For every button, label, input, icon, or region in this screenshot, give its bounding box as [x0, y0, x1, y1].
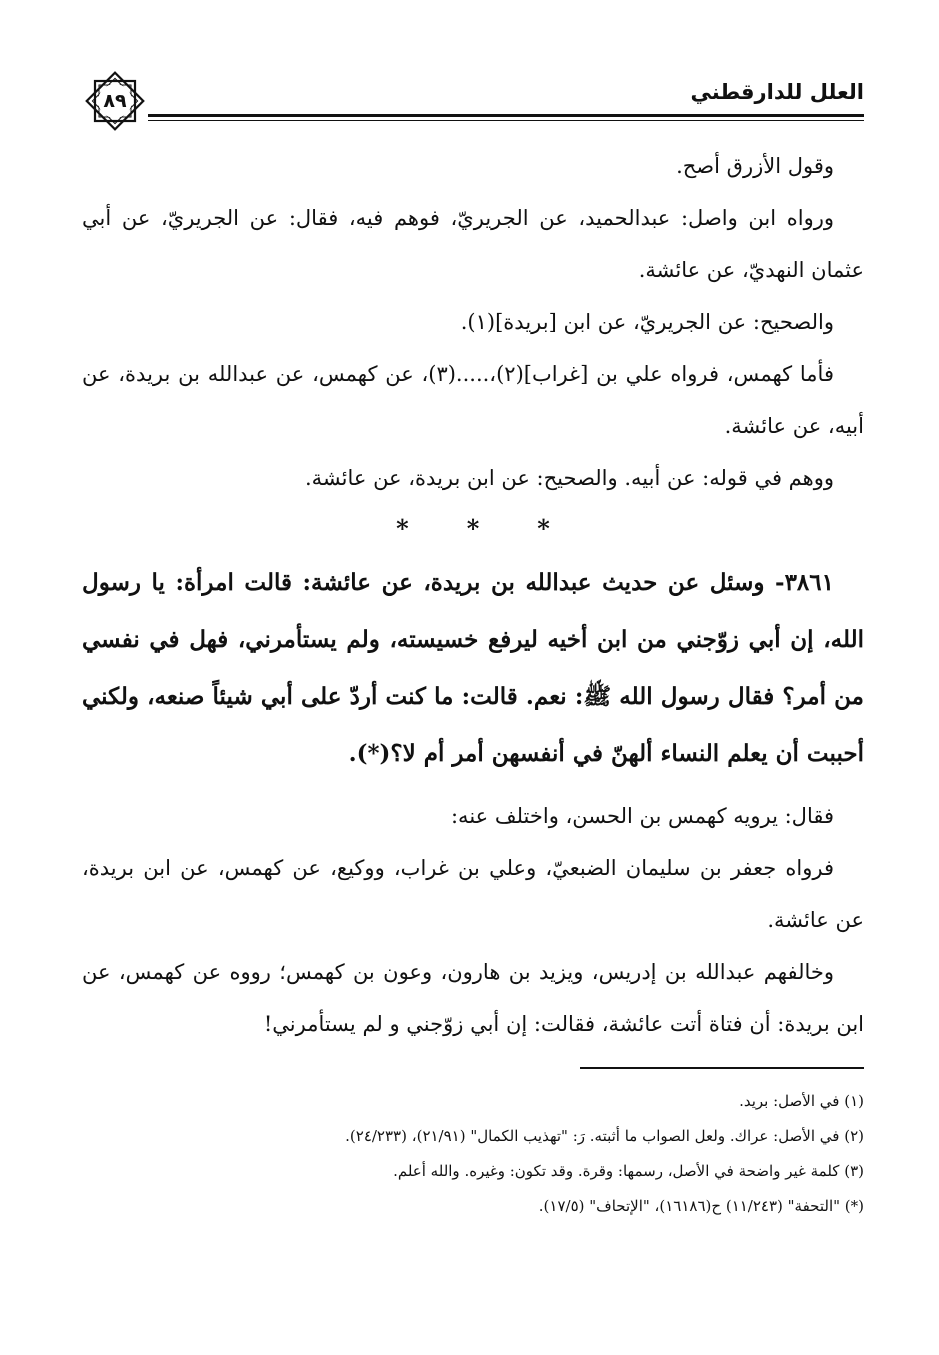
book-title: العلل للدارقطني [690, 80, 864, 104]
paragraph-6: فقال: يرويه كهمس بن الحسن، واختلف عنه: [450, 804, 834, 828]
footnote-2: (٢) في الأصل: عراك. ولعل الصواب ما أثبته. رَ: "تهذيب الكمال" (٢١/٩١)، (٢٤/٢٣٣). [345, 1127, 864, 1145]
page-number-badge [82, 68, 148, 134]
header-rule [148, 114, 864, 122]
paragraph-7: فرواه جعفر بن سليمان الضبعيّ، وعلي بن غراب، ووكيع، عن كهمس، عن ابن بريدة، عن عائشة. [82, 856, 864, 932]
footnote-separator [580, 1067, 864, 1069]
question-paragraph: ٣٨٦١- وسئل عن حديث عبدالله بن بريدة، عن عائشة: قالت امرأة: يا رسول الله، إن أبي زوّجني من ابن أخيه ليرفع خسيسته، ولم يستأمرني، فهل في نفسي من أمر؟ فقال رسول الله ﷺ: نعم. قالت: ما كنت أردّ على أبي شيئاً صنعه، ولكني أحببت أن يعلم النساء ألهنّ في أنفسهن أمر أم لا؟(*). [82, 569, 864, 767]
section-separator: *** [396, 514, 608, 543]
paragraph-2: ورواه ابن واصل: عبدالحميد، عن الجريريّ، فوهم فيه، فقال: عن الجريريّ، عن أبي عثمان النهديّ، عن عائشة. [82, 206, 864, 282]
main-text [82, 140, 864, 1050]
paragraph-4: فأما كهمس، فرواه علي بن [غراب](٢)،.....(٣)، عن كهمس، عن عبدالله بن بريدة، عن أبيه، عن عائشة. [82, 362, 864, 438]
footnote-3: (٣) كلمة غير واضحة في الأصل، رسمها: وقرة. وقد تكون: وغيره. والله أعلم. [393, 1162, 864, 1180]
footnote-4: (*) "التحفة" (١١/٢٤٣) ح(١٦١٨٦)، "الإتحاف" (١٧/٥). [538, 1197, 864, 1215]
footnote-1: (١) في الأصل: بريد. [739, 1092, 864, 1110]
paragraph-5: ووهم في قوله: عن أبيه. والصحيح: عن ابن بريدة، عن عائشة. [304, 466, 834, 490]
paragraph-1: وقول الأزرق أصح. [676, 154, 834, 178]
page-header [82, 68, 864, 128]
paragraph-3: والصحيح: عن الجريريّ، عن ابن [بريدة](١). [460, 310, 834, 334]
paragraph-8: وخالفهم عبدالله بن إدريس، ويزيد بن هارون، وعون بن كهمس؛ رووه عن كهمس، عن ابن بريدة: أن فتاة أتت عائشة، فقالت: إن أبي زوّجني و لم يستأمرني! [82, 960, 864, 1036]
footnotes [82, 1084, 864, 1224]
page-number: ٨٩ [103, 90, 127, 112]
